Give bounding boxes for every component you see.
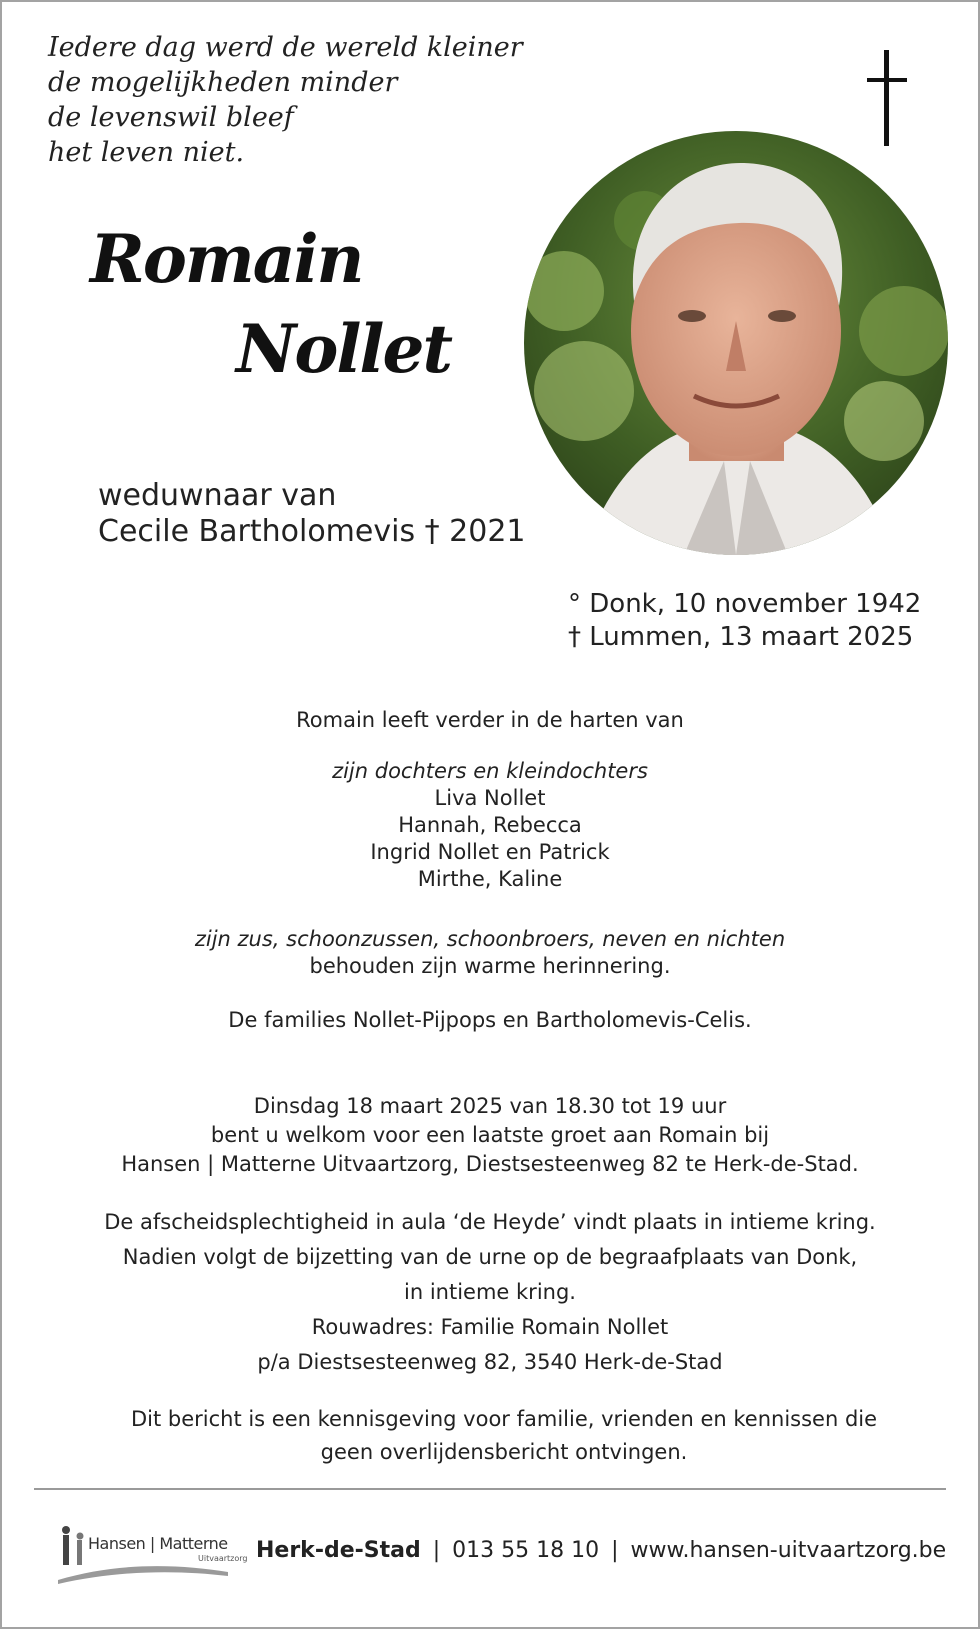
funeral-home-logo xyxy=(58,1520,248,1584)
notice-line: Dit bericht is een kennisgeving voor familie, vrienden en kennissen die xyxy=(130,1407,878,1431)
intro-line: Romain leeft verder in de harten van xyxy=(296,708,684,732)
mourning-address-line: p/a Diestsesteenweg 82, 3540 Herk-de-Stad xyxy=(257,1350,723,1374)
deceased-first-name: Romain xyxy=(90,220,363,298)
families-line: De families Nollet-Pijpops en Bartholomevis-Celis. xyxy=(228,1008,752,1032)
poem-line: de mogelijkheden minder xyxy=(48,67,398,98)
ceremony-block xyxy=(34,1205,946,1380)
portrait-photo xyxy=(524,131,948,555)
widowed-spouse: Cecile Bartholomevis † 2021 xyxy=(98,514,526,549)
ceremony-line: Nadien volgt de bijzetting van de urne op de begraafplaats van Donk, xyxy=(122,1245,858,1269)
visit-block xyxy=(34,1092,946,1179)
footer-separator: | xyxy=(432,1538,441,1563)
mourning-address: Rouwadres: Familie Romain Nollet xyxy=(311,1315,669,1339)
footer-divider xyxy=(34,1488,946,1490)
footer-separator: | xyxy=(611,1538,619,1563)
life-dates xyxy=(568,588,921,654)
birth-date: ° Donk, 10 november 1942 xyxy=(568,589,922,619)
poem xyxy=(48,30,523,170)
ceremony-line: De afscheidsplechtigheid in aula ‘de Heyde’ vindt plaats in intieme kring. xyxy=(104,1210,876,1234)
notice-block xyxy=(48,1403,960,1469)
visit-line: Dinsdag 18 maart 2025 van 18.30 tot 19 uur xyxy=(253,1094,727,1118)
visit-line: bent u welkom voor een laatste groet aan Romain bij xyxy=(210,1123,770,1147)
footer-contact xyxy=(256,1538,946,1563)
deceased-last-name: Nollet xyxy=(236,310,451,388)
footer-website[interactable]: www.hansen-uitvaartzorg.be xyxy=(630,1538,947,1563)
poem-line: de levenswil bleef xyxy=(48,102,294,133)
widowed-note xyxy=(98,478,526,550)
logo-subtitle: Uitvaartzorg xyxy=(198,1554,248,1563)
family-member: Ingrid Nollet en Patrick xyxy=(370,840,610,864)
footer-phone: 013 55 18 10 xyxy=(452,1538,600,1563)
family-member: Mirthe, Kaline xyxy=(417,867,563,891)
poem-line: Iedere dag werd de wereld kleiner xyxy=(48,32,523,63)
cross-icon xyxy=(867,50,907,146)
family-member: Liva Nollet xyxy=(434,786,546,810)
notice-line: geen overlijdensbericht ontvingen. xyxy=(320,1440,688,1464)
logo-name: Hansen | Matterne xyxy=(88,1534,228,1553)
poem-line: het leven niet. xyxy=(48,137,245,168)
visit-line: Hansen | Matterne Uitvaartzorg, Diestsesteenweg 82 te Herk-de-Stad. xyxy=(121,1152,859,1176)
ceremony-line: in intieme kring. xyxy=(404,1280,576,1304)
family-member: Hannah, Rebecca xyxy=(398,813,582,837)
death-date: † Lummen, 13 maart 2025 xyxy=(568,622,914,652)
relatives-line: behouden zijn warme herinnering. xyxy=(309,954,671,978)
relatives-block xyxy=(34,926,946,980)
footer-city: Herk-de-Stad xyxy=(256,1538,421,1563)
daughters-block xyxy=(34,758,946,893)
widowed-line: weduwnaar van xyxy=(98,478,337,513)
daughters-heading: zijn dochters en kleindochters xyxy=(332,759,648,783)
relatives-heading: zijn zus, schoonzussen, schoonbroers, neven en nichten xyxy=(194,927,786,951)
